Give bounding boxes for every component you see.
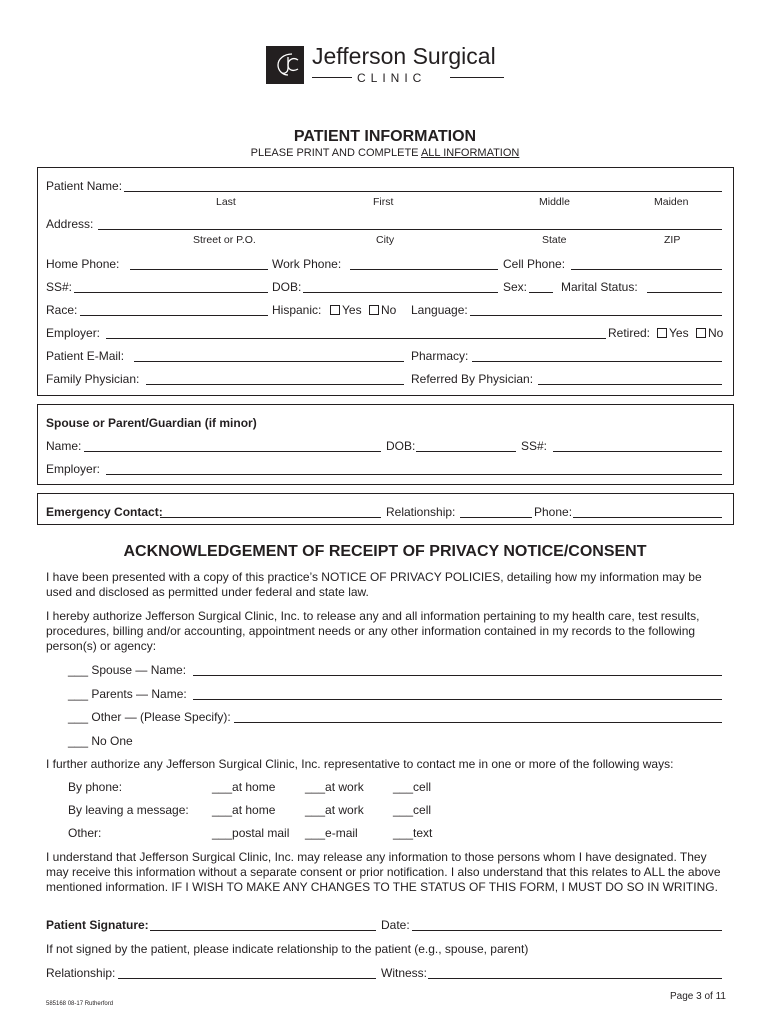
other-postal-mail[interactable]: ___postal mail xyxy=(212,826,290,840)
work-phone-label: Work Phone: xyxy=(272,257,342,271)
not-signed-note: If not signed by the patient, please indicate relationship to the patient (e.g., spouse, parent) xyxy=(46,942,529,956)
name-part-middle: Middle xyxy=(539,196,570,208)
phone-at-work[interactable]: ___at work xyxy=(305,780,364,794)
option-spouse-label: ___ Spouse — Name: xyxy=(68,663,187,677)
emergency-contact-field[interactable] xyxy=(160,517,381,518)
address-part-street: Street or P.O. xyxy=(193,234,256,246)
dob-label: DOB: xyxy=(272,280,302,294)
option-text: Yes xyxy=(342,303,362,317)
spouse-heading: Spouse or Parent/Guardian (if minor) xyxy=(46,416,257,430)
message-at-home[interactable]: ___at home xyxy=(212,803,276,817)
option-spouse-field[interactable] xyxy=(193,675,722,676)
spouse-name-field[interactable] xyxy=(84,451,381,452)
family-physician-field[interactable] xyxy=(146,384,404,385)
language-field[interactable] xyxy=(470,315,722,316)
page-title: PATIENT INFORMATION xyxy=(293,128,477,145)
signature-date-field[interactable] xyxy=(412,930,722,931)
checkbox-icon[interactable] xyxy=(330,305,340,315)
address-part-state: State xyxy=(542,234,567,246)
consent-para-authorize: I hereby authorize Jefferson Surgical Clinic, Inc. to release any and all information pertaining to my health care, test results, procedures, billing and/or accounting, appointment needs or any other information contained in my records to the following person(s) or agency: xyxy=(46,609,700,653)
option-text: No xyxy=(381,303,397,317)
email-field[interactable] xyxy=(134,361,404,362)
family-physician-label: Family Physician: xyxy=(46,372,140,386)
work-phone-field[interactable] xyxy=(350,269,498,270)
address-label: Address: xyxy=(46,217,94,231)
consent-title: ACKNOWLEDGEMENT OF RECEIPT OF PRIVACY NOTICE/CONSENT xyxy=(123,543,647,560)
subtitle-underlined: ALL INFORMATION xyxy=(420,147,520,159)
pharmacy-label: Pharmacy: xyxy=(411,349,469,363)
option-text: Yes xyxy=(669,326,689,340)
marital-status-label: Marital Status: xyxy=(561,280,638,294)
consent-para-release: I understand that Jefferson Surgical Clinic, Inc. may release any information to those persons whom I have designated. They may receive this information without a separate consent or prior notification. I also understand that this relates to ALL the above mentioned information. IF I WISH TO MAKE ANY CHANGES TO THE STATUS OF THIS FORM, I MUST DO SO IN WRITING. xyxy=(46,850,721,894)
employer-label: Employer: xyxy=(46,326,101,340)
phone-at-home[interactable]: ___at home xyxy=(212,780,276,794)
emergency-relationship-label: Relationship: xyxy=(386,505,456,519)
contact-message-label: By leaving a message: xyxy=(68,803,189,817)
spouse-dob-label: DOB: xyxy=(386,439,416,453)
spouse-ss-label: SS#: xyxy=(521,439,548,453)
marital-status-field[interactable] xyxy=(647,292,722,293)
dob-field[interactable] xyxy=(303,292,498,293)
emergency-phone-field[interactable] xyxy=(573,517,722,518)
checkbox-icon[interactable] xyxy=(696,328,706,338)
referred-by-field[interactable] xyxy=(538,384,722,385)
witness-field[interactable] xyxy=(428,978,722,979)
sex-field[interactable] xyxy=(529,292,553,293)
page-subtitle xyxy=(0,147,770,160)
retired-label: Retired: xyxy=(608,326,651,340)
race-label: Race: xyxy=(46,303,78,317)
hispanic-label: Hispanic: xyxy=(272,303,322,317)
employer-field[interactable] xyxy=(106,338,606,339)
relationship-label: Relationship: xyxy=(46,966,116,980)
relationship-field[interactable] xyxy=(118,978,376,979)
hispanic-yes-option[interactable] xyxy=(330,303,362,317)
page-number: Page 3 of 11 xyxy=(670,991,726,1002)
form-code: 585168 08-17 Rutherford xyxy=(46,1001,114,1007)
consent-para-contact: I further authorize any Jefferson Surgical Clinic, Inc. representative to contact me in one or more of the following ways: xyxy=(46,757,674,771)
option-parents-label: ___ Parents — Name: xyxy=(68,687,187,701)
emergency-phone-label: Phone: xyxy=(534,505,573,519)
cell-phone-label: Cell Phone: xyxy=(503,257,566,271)
checkbox-icon[interactable] xyxy=(369,305,379,315)
home-phone-field[interactable] xyxy=(130,269,268,270)
option-other-field[interactable] xyxy=(234,722,722,723)
spouse-employer-label: Employer: xyxy=(46,462,101,476)
logo-subtitle: CLINIC xyxy=(357,71,427,85)
contact-other-label: Other: xyxy=(68,826,102,840)
home-phone-label: Home Phone: xyxy=(46,257,120,271)
ss-field[interactable] xyxy=(74,292,268,293)
contact-phone-label: By phone: xyxy=(68,780,123,794)
emergency-contact-label: Emergency Contact: xyxy=(46,505,163,519)
race-field[interactable] xyxy=(80,315,268,316)
name-part-maiden: Maiden xyxy=(654,196,689,208)
spouse-employer-field[interactable] xyxy=(106,474,722,475)
logo-rule-left xyxy=(312,77,352,78)
signature-label: Patient Signature: xyxy=(46,918,149,932)
address-part-zip: ZIP xyxy=(664,234,681,246)
option-other-label: ___ Other — (Please Specify): xyxy=(68,710,231,724)
subtitle-text: PLEASE PRINT AND COMPLETE xyxy=(250,147,421,159)
option-text: No xyxy=(708,326,724,340)
patient-name-field[interactable] xyxy=(124,191,722,192)
address-field[interactable] xyxy=(98,229,722,230)
sex-label: Sex: xyxy=(503,280,528,294)
language-label: Language: xyxy=(411,303,468,317)
emergency-relationship-field[interactable] xyxy=(460,517,532,518)
witness-label: Witness: xyxy=(381,966,428,980)
retired-no-option[interactable] xyxy=(696,326,723,340)
option-none-label[interactable]: ___ No One xyxy=(68,734,133,748)
email-label: Patient E-Mail: xyxy=(46,349,125,363)
referred-by-label: Referred By Physician: xyxy=(411,372,534,386)
signature-date-label: Date: xyxy=(381,918,410,932)
retired-yes-option[interactable] xyxy=(657,326,689,340)
spouse-dob-field[interactable] xyxy=(416,451,516,452)
address-part-city: City xyxy=(376,234,395,246)
hispanic-no-option[interactable] xyxy=(369,303,396,317)
consent-para-notice: I have been presented with a copy of this practice’s NOTICE OF PRIVACY POLICIES, detailing how my information may be used and disclosed as permitted under federal and state law. xyxy=(46,570,702,599)
checkbox-icon[interactable] xyxy=(657,328,667,338)
option-parents-field[interactable] xyxy=(193,699,722,700)
name-part-last: Last xyxy=(216,196,236,208)
phone-cell[interactable]: ___cell xyxy=(393,780,432,794)
logo-title: Jefferson Surgical xyxy=(312,43,496,69)
message-at-work[interactable]: ___at work xyxy=(305,803,364,817)
patient-name-label: Patient Name: xyxy=(46,179,123,193)
name-part-first: First xyxy=(373,196,394,208)
logo-mark xyxy=(266,46,304,84)
cell-phone-field[interactable] xyxy=(571,269,722,270)
monogram-icon xyxy=(274,52,300,78)
spouse-name-label: Name: xyxy=(46,439,82,453)
other-email[interactable]: ___e-mail xyxy=(305,826,358,840)
ss-label: SS#: xyxy=(46,280,73,294)
pharmacy-field[interactable] xyxy=(472,361,722,362)
other-text[interactable]: ___text xyxy=(393,826,433,840)
logo-rule-right xyxy=(450,77,504,78)
spouse-ss-field[interactable] xyxy=(553,451,722,452)
message-cell[interactable]: ___cell xyxy=(393,803,432,817)
signature-field[interactable] xyxy=(150,930,376,931)
